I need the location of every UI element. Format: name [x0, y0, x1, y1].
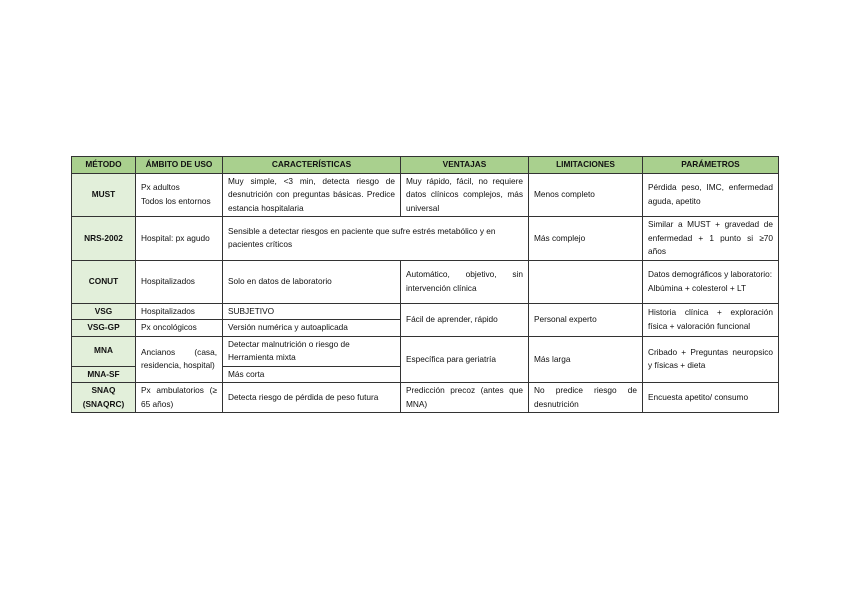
table-row	[72, 217, 779, 261]
parameters-cell	[643, 260, 779, 303]
method-cell: VSG-GP	[72, 320, 136, 337]
features-cell: Solo en datos de laboratorio	[223, 260, 401, 303]
features-cell	[223, 336, 401, 366]
limitations-cell	[529, 260, 643, 303]
features-cell: Muy simple, <3 min, detecta riesgo de desnutrición con preguntas básicas. Predice estancia hospitalaria	[223, 173, 401, 217]
limitations-cell: Menos completo	[529, 173, 643, 217]
parameters-cell: Historia clínica + exploración física + valoración funcional	[643, 303, 779, 336]
parameters-line: Albúmina + colesterol + LT	[648, 282, 747, 293]
scope-cell: Hospital: px agudo	[136, 217, 223, 261]
parameters-cell: Pérdida peso, IMC, enfermedad aguda, apetito	[643, 173, 779, 217]
scope-cell: Ancianos (casa, residencia, hospital)	[136, 336, 223, 383]
method-line: (SNAQRC)	[82, 398, 125, 409]
method-cell: VSG	[72, 303, 136, 320]
features-cell: Detecta riesgo de pérdida de peso futura	[223, 383, 401, 413]
header-metodo: MÉTODO	[72, 157, 136, 174]
limitations-cell: Personal experto	[529, 303, 643, 336]
table-row	[72, 336, 779, 366]
table-row	[72, 173, 779, 217]
method-cell: CONUT	[72, 260, 136, 303]
method-cell: MNA-SF	[72, 366, 136, 383]
scope-cell: Hospitalizados	[136, 303, 223, 320]
method-line: SNAQ	[91, 385, 116, 395]
scope-line: Px adultos	[141, 182, 180, 193]
limitations-cell: Más larga	[529, 336, 643, 383]
table-row	[72, 260, 779, 303]
scope-cell: Px ambulatorios (≥ 65 años)	[136, 383, 223, 413]
parameters-cell: Encuesta apetito/ consumo	[643, 383, 779, 413]
header-caracteristicas: CARACTERÍSTICAS	[223, 157, 401, 174]
scope-cell: Px oncológicos	[136, 320, 223, 337]
scope-cell: Hospitalizados	[136, 260, 223, 303]
limitations-cell: No predice riesgo de desnutrición	[529, 383, 643, 413]
header-ventajas: VENTAJAS	[401, 157, 529, 174]
advantages-cell: Predicción precoz (antes que MNA)	[401, 383, 529, 413]
nutrition-screening-table	[71, 156, 779, 413]
scope-cell	[136, 173, 223, 217]
advantages-cell: Específica para geriatría	[401, 336, 529, 383]
header-limitaciones: LIMITACIONES	[529, 157, 643, 174]
method-cell	[72, 383, 136, 413]
parameters-cell: Cribado + Preguntas neuropsico y físicas + dieta	[643, 336, 779, 383]
advantages-cell: Fácil de aprender, rápido	[401, 303, 529, 336]
header-parametros: PARÁMETROS	[643, 157, 779, 174]
features-advantages-cell: Sensible a detectar riesgos en paciente que sufre estrés metabólico y en pacientes críticos	[223, 217, 529, 261]
scope-line: Todos los entornos	[141, 195, 211, 206]
parameters-cell: Similar a MUST + gravedad de enfermedad + 1 punto si ≥70 años	[643, 217, 779, 261]
method-cell: MNA	[72, 336, 136, 366]
features-cell: Más corta	[223, 366, 401, 383]
features-line: Detectar malnutrición o riesgo de	[228, 338, 350, 349]
header-row	[72, 157, 779, 174]
advantages-cell: Automático, objetivo, sin intervención clínica	[401, 260, 529, 303]
table-row	[72, 303, 779, 320]
features-cell: Versión numérica y autoaplicada	[223, 320, 401, 337]
limitations-cell: Más complejo	[529, 217, 643, 261]
method-cell: MUST	[72, 173, 136, 217]
parameters-line: Datos demográficos y laboratorio:	[648, 269, 773, 279]
method-cell: NRS-2002	[72, 217, 136, 261]
advantages-cell: Muy rápido, fácil, no requiere datos clínicos complejos, más universal	[401, 173, 529, 217]
header-ambito: ÁMBITO DE USO	[136, 157, 223, 174]
features-cell: SUBJETIVO	[223, 303, 401, 320]
features-line: Herramienta mixta	[228, 352, 296, 362]
table-row	[72, 383, 779, 413]
